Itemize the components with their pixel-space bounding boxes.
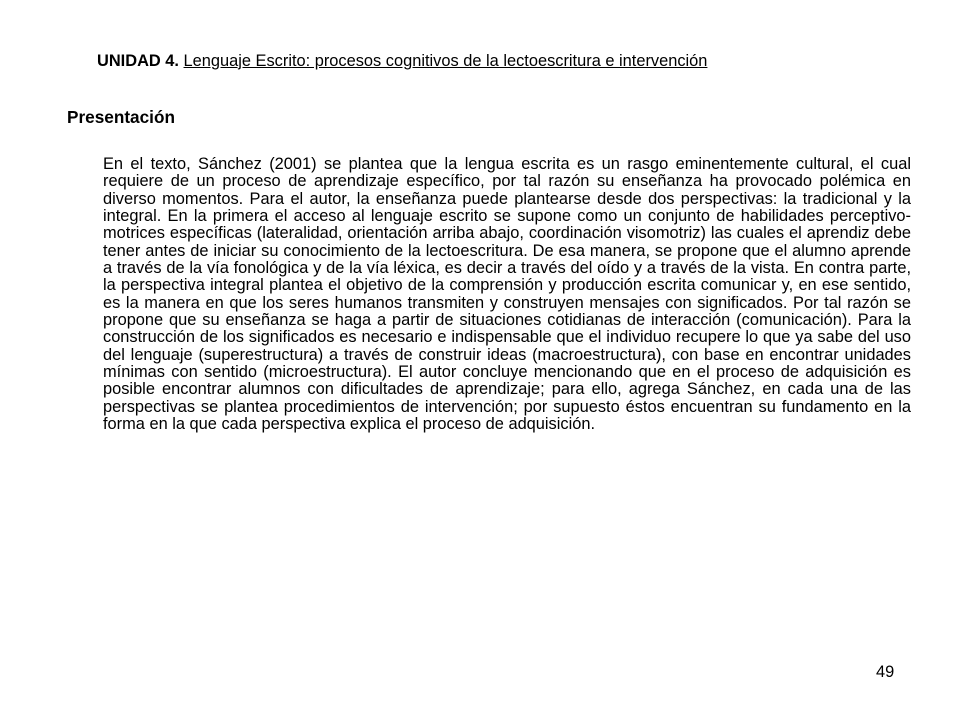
unit-heading [97, 51, 917, 71]
body-paragraph: En el texto, Sánchez (2001) se plantea que la lengua escrita es un rasgo eminentemente cultural, el cual requiere de un proceso de aprendizaje específico, por tal razón su enseñanza ha provocado polémica en diverso momentos. Para el autor, la enseñanza puede plantearse desde dos perspectivas: la tradicional y la integral. En la primera el acceso al lenguaje escrito se supone como un conjunto de habilidades perceptivo-motrices específicas (lateralidad, orientación arriba abajo, coordinación visomotriz) las cuales el aprendiz debe tener antes de iniciar su conocimiento de la lectoescritura. De esa manera, se propone que el alumno aprende a través de la vía fonológica y de la vía léxica, es decir a través del oído y a través de la vista. En contra parte, la perspectiva integral plantea el objetivo de la comprensión y producción escrita comunicar y, en ese sentido, es la manera en que los seres humanos transmiten y construyen mensajes con significados. Por tal razón se propone que su enseñanza se haga a partir de situaciones cotidianas de interacción (comunicación). Para la construcción de los significados es necesario e indispensable que el individuo recupere lo que ya sabe del uso del lenguaje (superestructura) a través de construir ideas (macroestructura), con base en encontrar unidades mínimas con sentido (microestructura). El autor concluye mencionando que en el proceso de adquisición es posible encontrar alumnos con dificultades de aprendizaje; para ello, agrega Sánchez, en cada una de las perspectivas se plantea procedimientos de intervención; por supuesto éstos encuentran su fundamento en la forma en la que cada perspectiva explica el proceso de adquisición. [103, 155, 911, 434]
section-heading: Presentación [67, 107, 175, 127]
page-number: 49 [876, 663, 895, 681]
unit-label: UNIDAD 4. [97, 52, 179, 70]
unit-title: Lenguaje Escrito: procesos cognitivos de la lectoescritura e intervención [183, 52, 708, 70]
